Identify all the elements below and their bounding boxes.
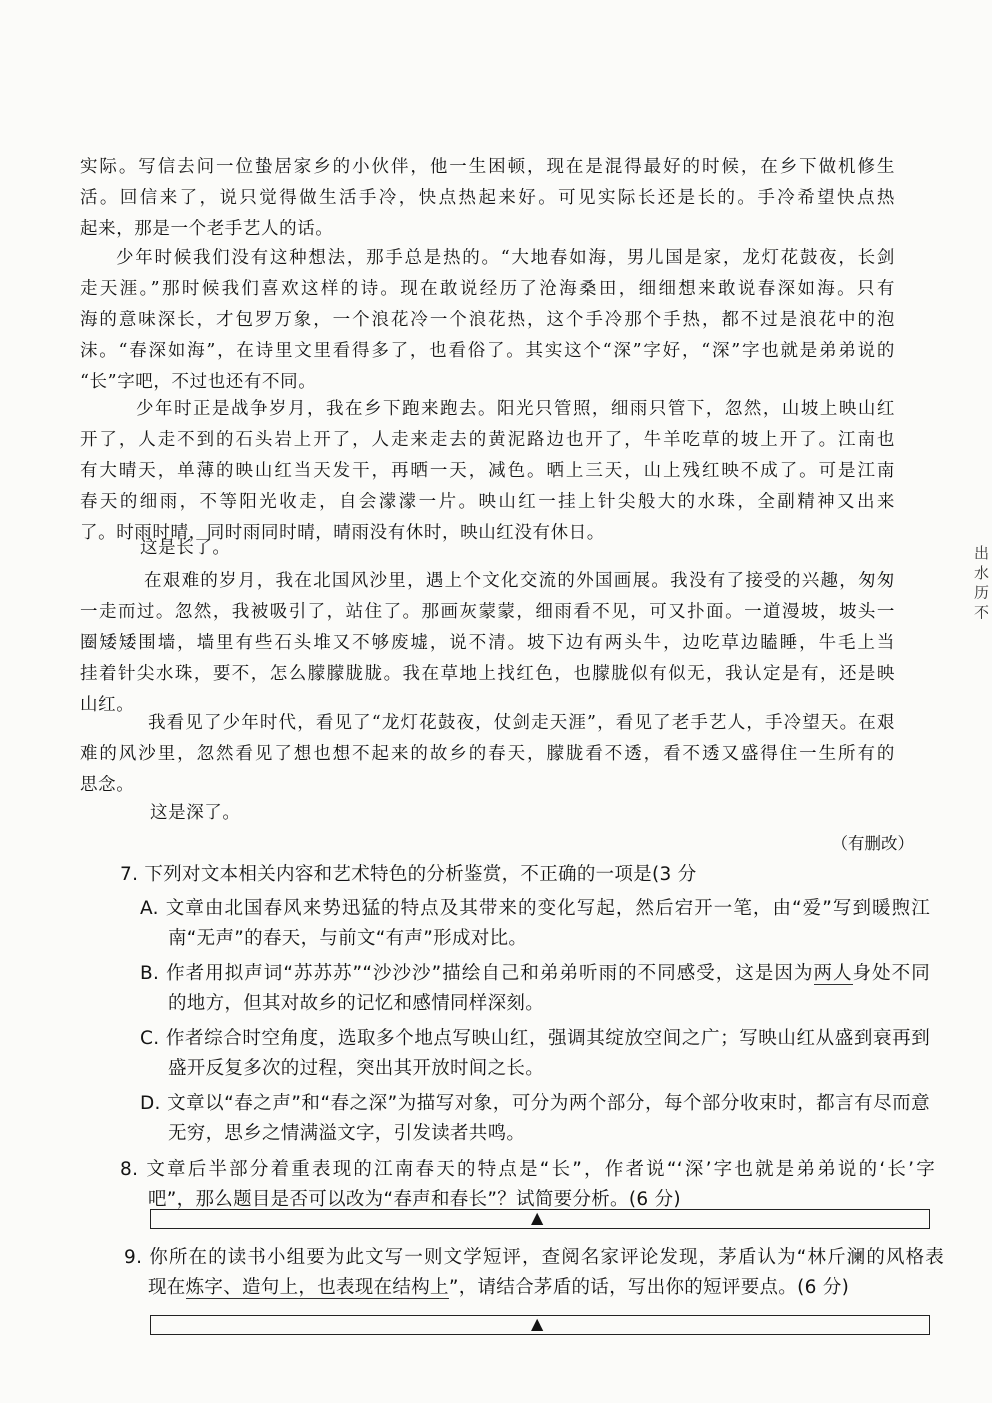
text-line: 走天涯。”那时候我们喜欢这样的诗。现在敢说经历了沧海桑田，细细想来敢说春深如海。只有: [80, 279, 895, 299]
text-line: 开了，人走不到的石头岩上开了，人走来走去的黄泥路边也开了，牛羊吃草的坡上开了。江南也: [80, 430, 895, 450]
option-c: [140, 1024, 930, 1084]
passage-paragraph-5: [80, 566, 895, 721]
option-line: 盛开反复多次的过程，突出其开放时间之长。: [168, 1058, 545, 1079]
text-line: 圈矮矮围墙，墙里有些石头堆又不够废墟，说不清。坡下边有两头牛，边吃草边瞌睡，牛毛上当: [80, 633, 895, 653]
question-line: 吧”，那么题目是否可以改为“春声和春长”？试简要分析。(6 分): [148, 1189, 681, 1210]
text-line: “长”字吧，不过也还有不同。: [80, 372, 317, 392]
text-line: 了。时雨时晴，同时雨同时晴，晴雨没有休时，映山红没有休日。: [80, 523, 605, 543]
question-7: [120, 860, 930, 890]
text-line: 山红。: [80, 695, 135, 715]
text-line: 思念。: [80, 775, 135, 795]
option-line: A. 文章由北国春风来势迅猛的特点及其带来的变化写起，然后宕开一笔，由“爱”写到暖煦江: [140, 898, 930, 919]
question-9: [124, 1243, 944, 1303]
underlined-text: 炼字、造句上，也表现在结构上: [185, 1277, 449, 1298]
text-line: 实际。写信去问一位蛰居家乡的小伙伴，他一生困顿，现在是混得最好的时候，在乡下做机修生: [80, 157, 895, 177]
text-line: 在艰难的岁月，我在北国风沙里，遇上个文化交流的外国画展。我没有了接受的兴趣，匆匆: [144, 571, 895, 591]
passage-paragraph-6: [80, 708, 895, 801]
option-line: C. 作者综合时空角度，选取多个地点写映山红，强调其绽放空间之广；写映山红从盛到衰再到: [140, 1028, 930, 1049]
text-line: 春天的细雨，不等阳光收走，自会濛濛一片。映山红一挂上针尖般大的水珠，全副精神又出来: [80, 492, 895, 512]
passage-paragraph-3: [80, 394, 895, 549]
text-line: 我看见了少年时代，看见了“龙灯花鼓夜，仗剑走天涯”，看见了老手艺人，手冷望天。在艰: [148, 713, 895, 733]
triangle-icon: ▲: [531, 1314, 544, 1333]
text-line: 少年时正是战争岁月，我在乡下跑来跑去。阳光只管照，细雨只管下，忽然，山坡上映山红: [136, 399, 895, 419]
text-line: 海的意味深长，才包罗万象，一个浪花冷一个浪花热，这个手冷那个手热，都不过是浪花中的泡: [80, 310, 895, 330]
triangle-icon: ▲: [531, 1208, 544, 1227]
answer-box-q9[interactable]: [150, 1315, 930, 1335]
text-line: 这是深了。: [150, 803, 241, 823]
option-b: [140, 959, 930, 1019]
text-line: 有大晴天，单薄的映山红当天发干，再晒一天，减色。晒上三天，山上残红映不成了。可是江南: [80, 461, 895, 481]
cropped-edge-text: 出 水 历 不: [972, 545, 990, 620]
text-line: 沫。“春深如海”，在诗里文里看得多了，也看俗了。其实这个“深”字好，“深”字也就是弟弟说的: [80, 341, 895, 361]
question-line: 9. 你所在的读书小组要为此文写一则文学短评，查阅名家评论发现，茅盾认为“林斤澜的风格表: [124, 1247, 944, 1268]
text-line: 起来，那是一个老手艺人的话。: [80, 219, 334, 239]
option-d: [140, 1089, 930, 1149]
question-stem: 7. 下列对文本相关内容和艺术特色的分析鉴赏，不正确的一项是(3 分: [120, 864, 697, 885]
option-line: 南“无声”的春天，与前文“有声”形成对比。: [168, 928, 528, 949]
answer-box-q8[interactable]: [150, 1209, 930, 1229]
question-8: [120, 1155, 935, 1215]
source-note: （有删改）: [831, 834, 914, 853]
option-line: 无穷，思乡之情满溢文字，引发读者共鸣。: [168, 1123, 526, 1144]
text-line: 活。回信来了，说只觉得做生活手冷，快点热起来好。可见实际长还是长的。手冷希望快点热: [80, 188, 895, 208]
option-a: [140, 894, 930, 954]
passage-paragraph-1: [80, 152, 895, 245]
question-line: 现在炼字、造句上，也表现在结构上”，请结合茅盾的话，写出你的短评要点。(6 分): [148, 1277, 850, 1298]
text-line: 难的风沙里，忽然看见了想也想不起来的故乡的春天，朦胧看不透，看不透又盛得住一生所有的: [80, 744, 895, 764]
passage-paragraph-2: [80, 243, 895, 398]
text-line: 挂着针尖水珠，要不，怎么朦朦胧胧。我在草地上找红色，也朦胧似有似无，我认定是有，还是映: [80, 664, 895, 684]
underlined-text: 两人: [813, 963, 853, 984]
text-line: 一走而过。忽然，我被吸引了，站住了。那画灰蒙蒙，细雨看不见，可又扑面。一道漫坡，坡头一: [80, 602, 895, 622]
text-line: 这是长了。: [140, 538, 231, 558]
text-line: 少年时候我们没有这种想法，那手总是热的。“大地春如海，男儿国是家，龙灯花鼓夜，长剑: [116, 248, 895, 268]
option-line: D. 文章以“春之声”和“春之深”为描写对象，可分为两个部分，每个部分收束时，都言有尽而意: [140, 1093, 930, 1114]
passage-paragraph-4: [140, 533, 955, 564]
option-line: B. 作者用拟声词“苏苏苏”“沙沙沙”描绘自己和弟弟听雨的不同感受，这是因为两人身处不同: [140, 963, 930, 984]
option-line: 的地方，但其对故乡的记忆和感情同样深刻。: [168, 993, 545, 1014]
question-line: 8. 文章后半部分着重表现的江南春天的特点是“长”，作者说“‘深’字也就是弟弟说的‘长’字: [120, 1159, 935, 1180]
passage-paragraph-7: [150, 798, 965, 829]
